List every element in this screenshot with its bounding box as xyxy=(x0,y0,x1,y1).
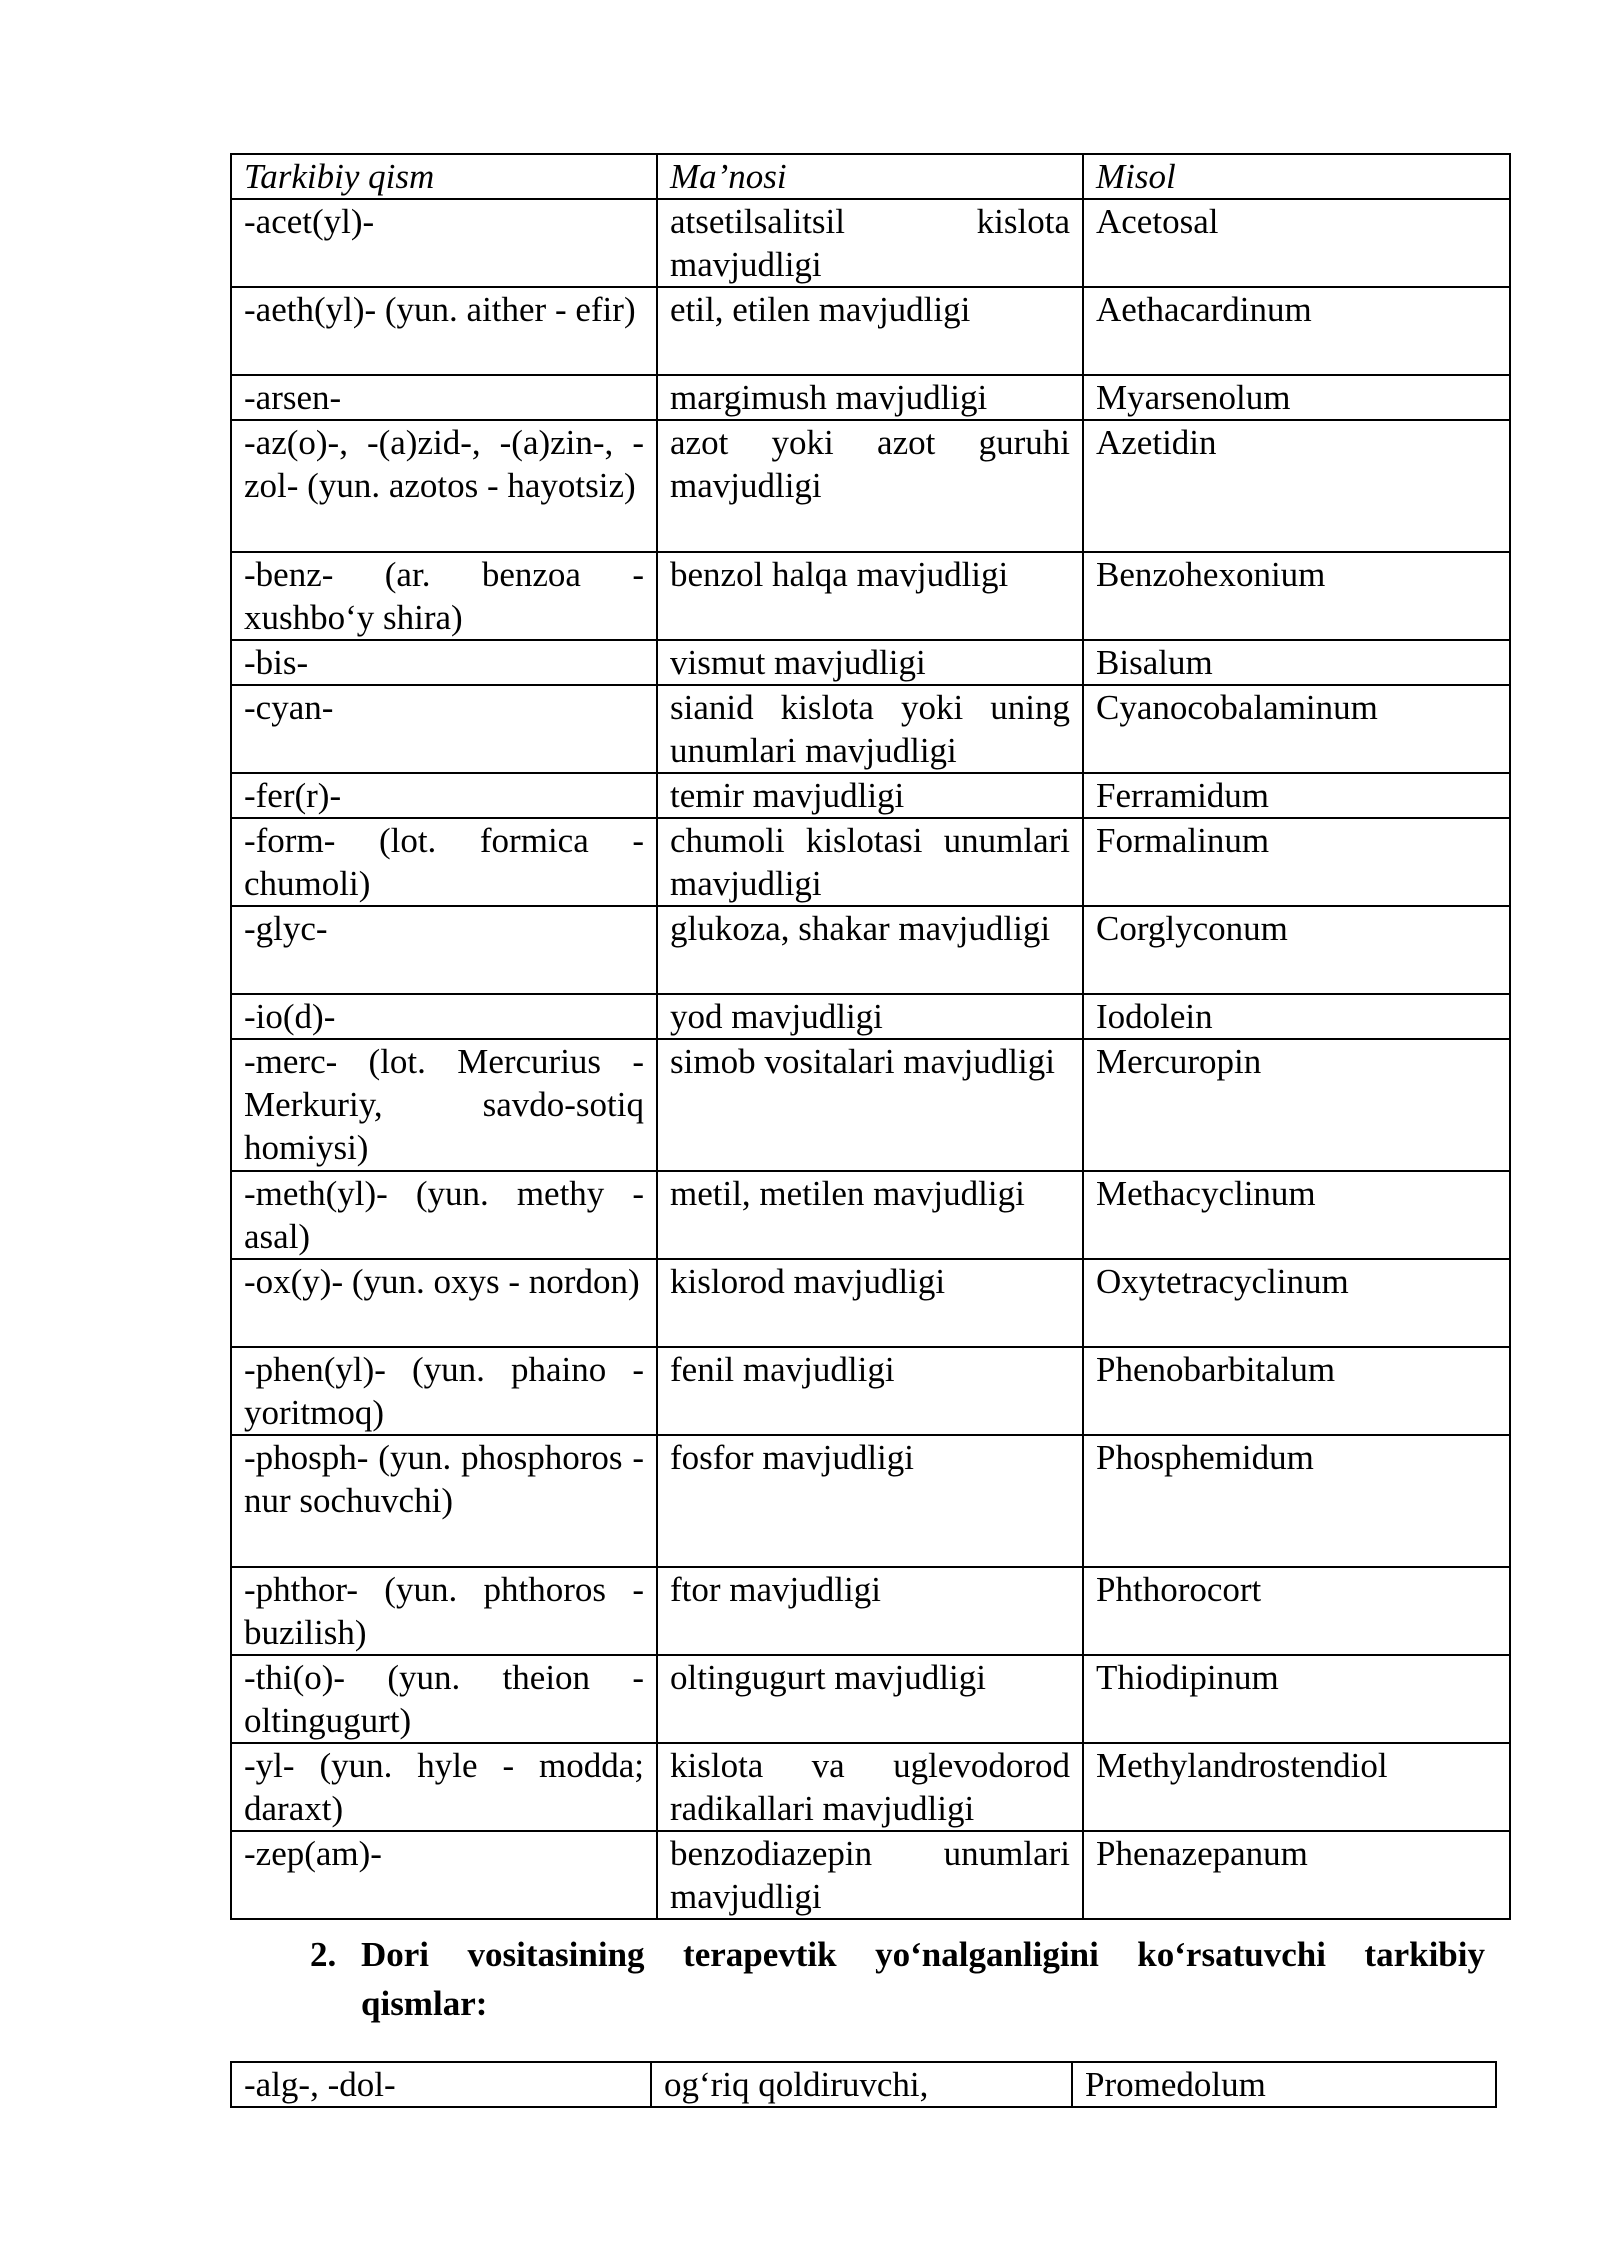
cell-example: Myarsenolum xyxy=(1083,375,1510,420)
cell-example: Cyanocobalaminum xyxy=(1083,685,1510,773)
cell-part: -phthor- (yun. phthoros - buzilish) xyxy=(231,1567,657,1655)
cell-part: -aeth(yl)- (yun. aither - efir) xyxy=(231,287,657,375)
cell-example: Promedolum xyxy=(1072,2062,1496,2107)
table-row xyxy=(231,287,1510,375)
cell-meaning: simob vositalari mavjudligi xyxy=(657,1039,1083,1171)
morpheme-table-body xyxy=(231,154,1510,1919)
table-row xyxy=(231,818,1510,906)
column-header-part: Tarkibiy qism xyxy=(231,154,657,199)
cell-part: -az(o)-, -(a)zid-, -(a)zin-, -zol- (yun. azotos - hayotsiz) xyxy=(231,420,657,552)
table-row xyxy=(231,1259,1510,1347)
cell-meaning: atsetilsalitsil kislota mavjudligi xyxy=(657,199,1083,287)
cell-example: Acetosal xyxy=(1083,199,1510,287)
cell-example: Azetidin xyxy=(1083,420,1510,552)
section-title-line-1: Dori vositasining terapevtik yo‘nalganligini ko‘rsatuvchi tarkibiy xyxy=(361,1935,1485,1974)
cell-meaning: kislota va uglevodorod radikallari mavjudligi xyxy=(657,1743,1083,1831)
table-row xyxy=(231,1655,1510,1743)
section-heading xyxy=(310,1930,1485,2028)
cell-meaning: azot yoki azot guruhi mavjudligi xyxy=(657,420,1083,552)
cell-meaning: fenil mavjudligi xyxy=(657,1347,1083,1435)
cell-part: -phen(yl)- (yun. phaino - yoritmoq) xyxy=(231,1347,657,1435)
cell-part: -glyc- xyxy=(231,906,657,994)
cell-part: -ox(y)- (yun. oxys - nordon) xyxy=(231,1259,657,1347)
cell-meaning: chumoli kislotasi unumlari mavjudligi xyxy=(657,818,1083,906)
table-row xyxy=(231,1039,1510,1171)
cell-example: Iodolein xyxy=(1083,994,1510,1039)
cell-meaning: benzodiazepin unumlari mavjudligi xyxy=(657,1831,1083,1919)
column-header-example: Misol xyxy=(1083,154,1510,199)
cell-meaning: vismut mavjudligi xyxy=(657,640,1083,685)
table-row xyxy=(231,375,1510,420)
table-row xyxy=(231,1171,1510,1259)
table-row xyxy=(231,1347,1510,1435)
cell-example: Benzohexonium xyxy=(1083,552,1510,640)
cell-part: -fer(r)- xyxy=(231,773,657,818)
cell-part: -form- (lot. formica - chumoli) xyxy=(231,818,657,906)
cell-meaning: etil, etilen mavjudligi xyxy=(657,287,1083,375)
table-row xyxy=(231,420,1510,552)
section-number: 2. xyxy=(310,1935,337,1974)
cell-part: -alg-, -dol- xyxy=(231,2062,651,2107)
cell-part: -arsen- xyxy=(231,375,657,420)
cell-meaning: benzol halqa mavjudligi xyxy=(657,552,1083,640)
table-row xyxy=(231,2062,1496,2107)
table-row xyxy=(231,1743,1510,1831)
table-header-row xyxy=(231,154,1510,199)
cell-example: Aethacardinum xyxy=(1083,287,1510,375)
table-row xyxy=(231,685,1510,773)
therapeutic-table xyxy=(230,2061,1497,2108)
cell-part: -benz- (ar. benzoa - xushbo‘y shira) xyxy=(231,552,657,640)
cell-example: Methacyclinum xyxy=(1083,1171,1510,1259)
cell-meaning: kislorod mavjudligi xyxy=(657,1259,1083,1347)
cell-example: Thiodipinum xyxy=(1083,1655,1510,1743)
cell-meaning: og‘riq qoldiruvchi, xyxy=(651,2062,1072,2107)
cell-part: -meth(yl)- (yun. methy - asal) xyxy=(231,1171,657,1259)
table-row xyxy=(231,552,1510,640)
table-row xyxy=(231,1567,1510,1655)
cell-meaning: temir mavjudligi xyxy=(657,773,1083,818)
therapeutic-table-body xyxy=(231,2062,1496,2107)
table-row xyxy=(231,994,1510,1039)
cell-meaning: ftor mavjudligi xyxy=(657,1567,1083,1655)
table-row xyxy=(231,199,1510,287)
cell-part: -yl- (yun. hyle - modda; daraxt) xyxy=(231,1743,657,1831)
cell-meaning: margimush mavjudligi xyxy=(657,375,1083,420)
cell-meaning: fosfor mavjudligi xyxy=(657,1435,1083,1567)
cell-example: Phosphemidum xyxy=(1083,1435,1510,1567)
cell-part: -io(d)- xyxy=(231,994,657,1039)
column-header-meaning: Ma’nosi xyxy=(657,154,1083,199)
cell-meaning: glukoza, shakar mavjudligi xyxy=(657,906,1083,994)
cell-example: Phthorocort xyxy=(1083,1567,1510,1655)
cell-example: Bisalum xyxy=(1083,640,1510,685)
cell-meaning: metil, metilen mavjudligi xyxy=(657,1171,1083,1259)
cell-example: Methylandrostendiol xyxy=(1083,1743,1510,1831)
cell-part: -acet(yl)- xyxy=(231,199,657,287)
cell-example: Phenazepanum xyxy=(1083,1831,1510,1919)
cell-example: Formalinum xyxy=(1083,818,1510,906)
cell-part: -phosph- (yun. phosphoros - nur sochuvchi) xyxy=(231,1435,657,1567)
cell-example: Corglyconum xyxy=(1083,906,1510,994)
cell-meaning: sianid kislota yoki uning unumlari mavjudligi xyxy=(657,685,1083,773)
table-row xyxy=(231,773,1510,818)
cell-meaning: yod mavjudligi xyxy=(657,994,1083,1039)
table-row xyxy=(231,906,1510,994)
cell-part: -thi(o)- (yun. theion - oltingugurt) xyxy=(231,1655,657,1743)
section-title-line-2: qismlar: xyxy=(361,1984,488,2023)
table-row xyxy=(231,1435,1510,1567)
table-row xyxy=(231,1831,1510,1919)
cell-example: Phenobarbitalum xyxy=(1083,1347,1510,1435)
cell-example: Mercuropin xyxy=(1083,1039,1510,1171)
cell-part: -cyan- xyxy=(231,685,657,773)
cell-meaning: oltingugurt mavjudligi xyxy=(657,1655,1083,1743)
cell-part: -merc- (lot. Mercurius - Merkuriy, savdo-sotiq homiysi) xyxy=(231,1039,657,1171)
cell-example: Oxytetracyclinum xyxy=(1083,1259,1510,1347)
morpheme-table xyxy=(230,153,1511,1920)
table-row xyxy=(231,640,1510,685)
cell-example: Ferramidum xyxy=(1083,773,1510,818)
cell-part: -bis- xyxy=(231,640,657,685)
cell-part: -zep(am)- xyxy=(231,1831,657,1919)
